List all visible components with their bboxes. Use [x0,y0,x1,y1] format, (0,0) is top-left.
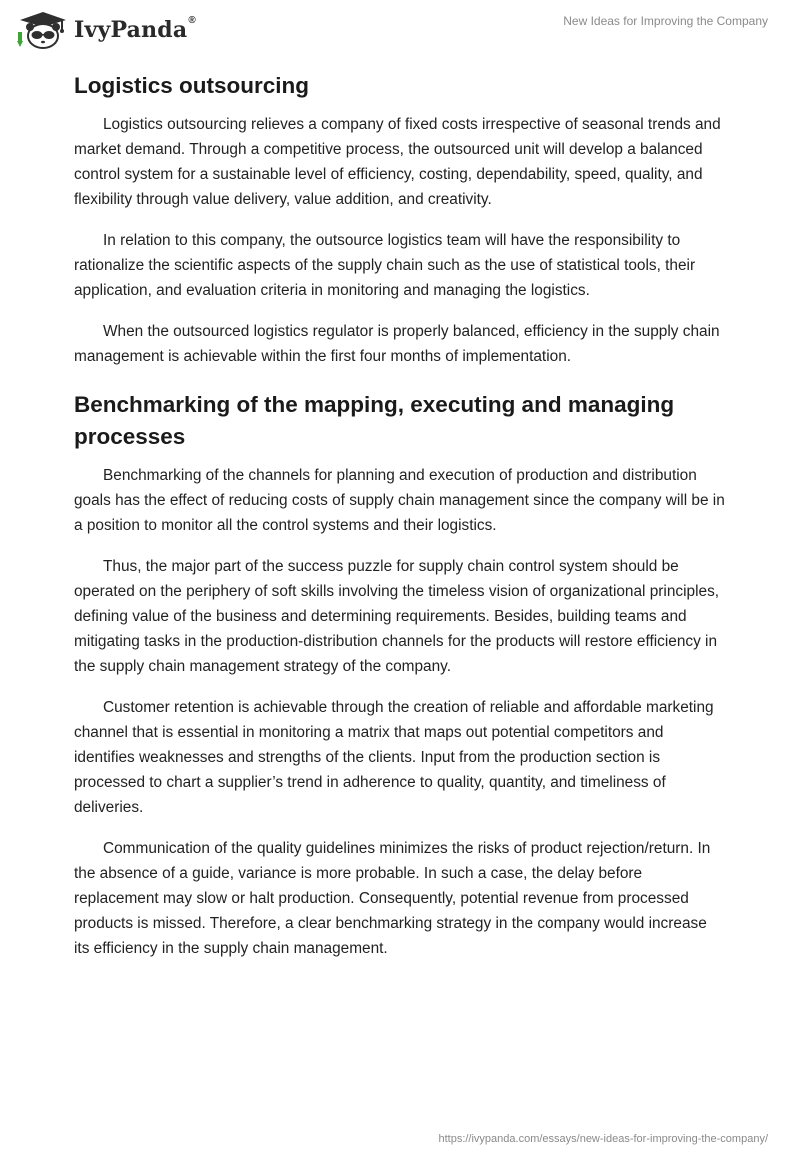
page-header [0,0,800,60]
section-heading: Benchmarking of the mapping, executing and managing processes [74,392,675,449]
paragraph: Communication of the quality guidelines minimizes the risks of product rejection/return. In the absence of a guide, variance is more probable. In such a case, the delay before replacement may slow or halt production. Consequently, potential revenue from processed products is missed. Therefore, a clear benchmarking strategy in the company would increase its efficiency in the supply chain management. [74,840,711,957]
paragraph: Thus, the major part of the success puzzle for supply chain control system should be operated on the periphery of soft skills involving the timeless vision of organizational principles, defining value of the business and determining requirements. Besides, building teams and mitigating tasks in the production-distribution channels for the products will restore efficiency in the supply chain management strategy of the company. [74,558,720,675]
paragraph: Logistics outsourcing relieves a company of fixed costs irrespective of seasonal trends and market demand. Through a competitive process, the outsourced unit will develop a balanced control system for a sustainable level of efficiency, costing, dependability, speed, quality, and flexibility through value delivery, value addition, and creativity. [74,116,721,208]
panda-graduate-icon [16,10,70,50]
paragraph: When the outsourced logistics regulator is properly balanced, efficiency in the supply chain management is achievable within the first four months of implementation. [74,323,720,365]
source-url[interactable]: https://ivypanda.com/essays/new-ideas-for-improving-the-company/ [438,1133,768,1145]
section-heading: Logistics outsourcing [74,73,310,98]
brand-name: IvyPanda® [74,15,196,43]
paragraph: In relation to this company, the outsource logistics team will have the responsibility to rationalize the scientific aspects of the supply chain such as the use of statistical tools, their application, and evaluation criteria in monitoring and managing the logistics. [74,232,696,299]
document-title: New Ideas for Improving the Company [563,14,768,28]
paragraph: Benchmarking of the channels for planning and execution of production and distribution goals has the effect of reducing costs of supply chain management since the company will be in a position to monitor all the control systems and their logistics. [74,467,725,534]
paragraph: Customer retention is achievable through the creation of reliable and affordable marketing channel that is essential in monitoring a matrix that maps out potential competitors and identifies weaknesses and strengths of the clients. Input from the production section is processed to chart a supplier’s trend in adherence to quality, quantity, and timeliness of deliveries. [74,699,714,816]
ivypanda-logo[interactable] [16,10,196,50]
essay-body [74,70,726,977]
